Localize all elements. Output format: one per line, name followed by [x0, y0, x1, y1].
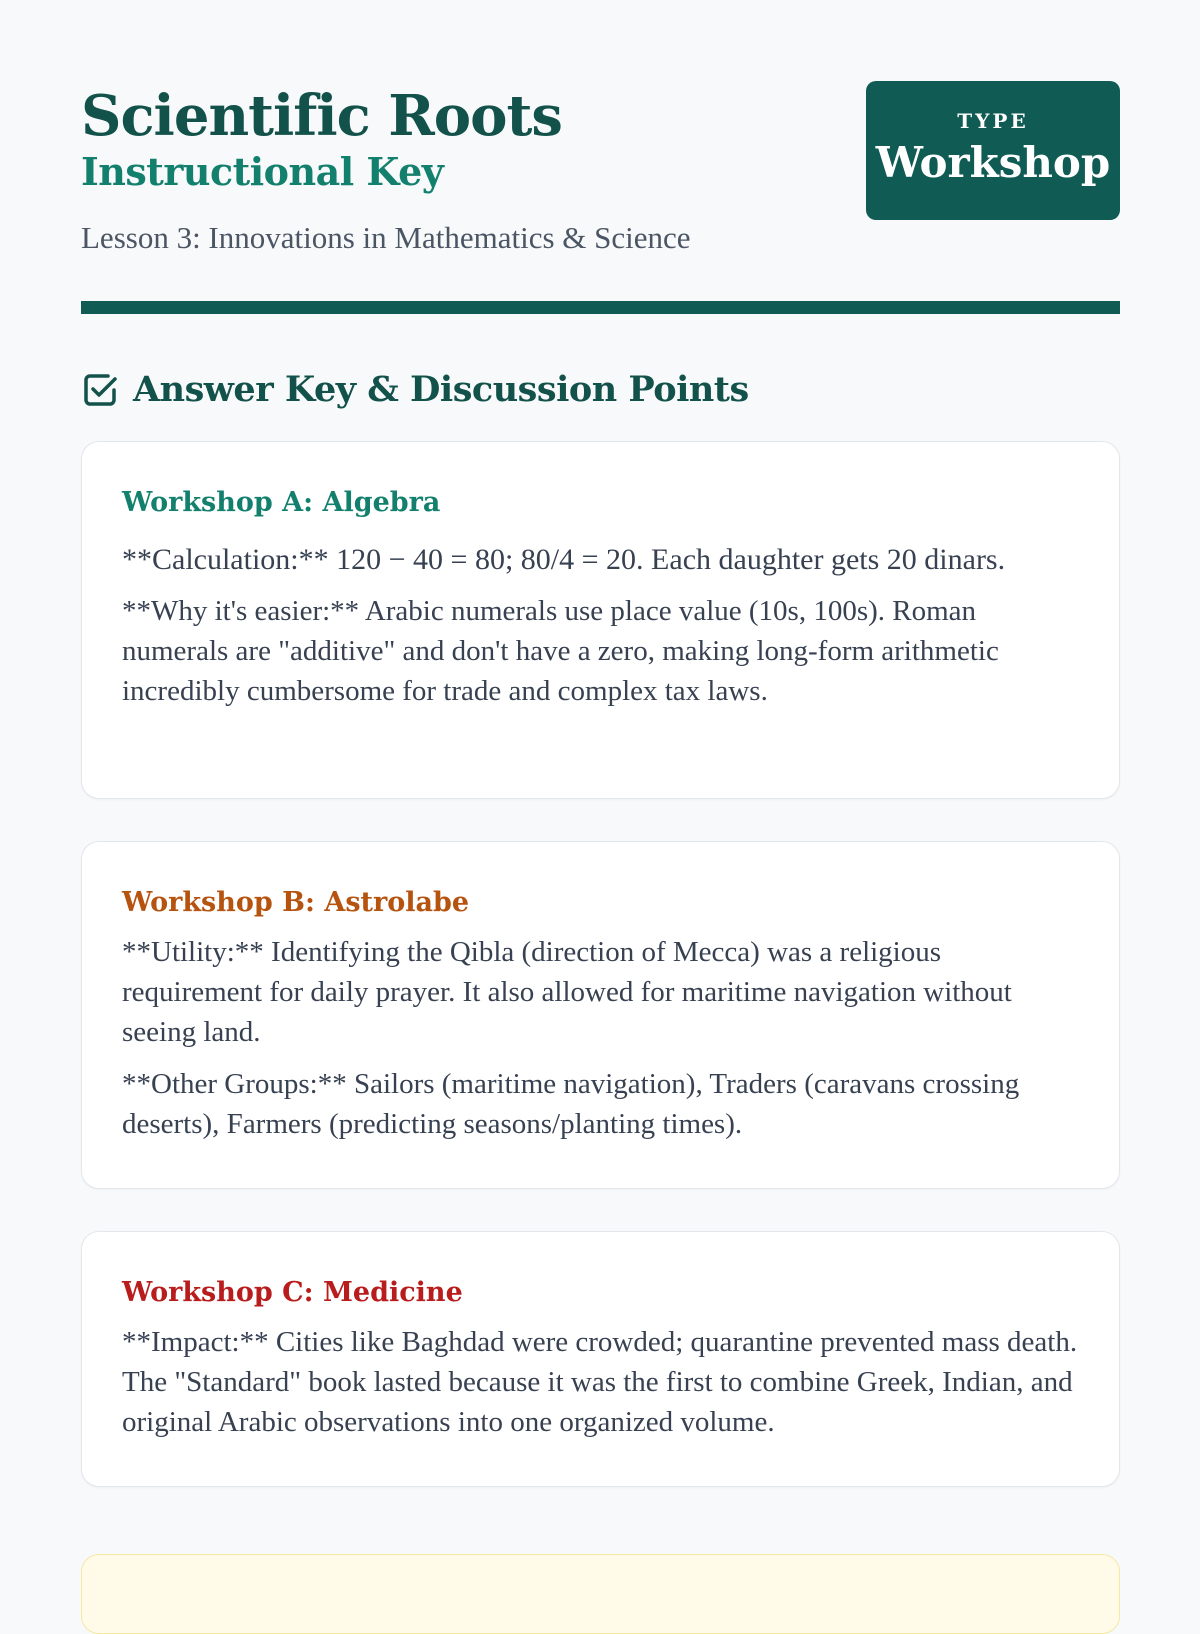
lesson-title: Lesson 3: Innovations in Mathematics & Science: [81, 220, 691, 255]
workshop-card-astrolabe: [81, 841, 1120, 1189]
card-title: Workshop A: Algebra: [122, 487, 441, 518]
page-subtitle: Instructional Key: [81, 149, 444, 194]
type-badge: [866, 81, 1120, 220]
note-box: [81, 1554, 1120, 1634]
page-header: [81, 0, 1120, 314]
card-title: Workshop B: Astrolabe: [122, 887, 470, 918]
card-paragraph: **Why it's easier:** Arabic numerals use place value (10s, 100s). Roman numerals are "additive" and don't have a zero, making long-form arithmetic incredibly cumbersome for trade and complex tax laws.: [122, 595, 999, 707]
workshop-card-algebra: [81, 441, 1120, 799]
card-paragraph: **Utility:** Identifying the Qibla (direction of Mecca) was a religious requirement for daily prayer. It also allowed for maritime navigation without seeing land.: [122, 936, 1012, 1048]
checkbox-check-icon: [81, 371, 119, 409]
header-divider: [81, 301, 1120, 314]
card-paragraph: **Calculation:** 120 − 40 = 80; 80/4 = 20. Each daughter gets 20 dinars.: [122, 543, 1006, 576]
answer-key-heading: [81, 368, 749, 412]
card-paragraph: **Impact:** Cities like Baghdad were crowded; quarantine prevented mass death. The "Standard" book lasted because it was the first to combine Greek, Indian, and original Arabic observations into one organized volume.: [122, 1326, 1078, 1438]
workshop-card-medicine: [81, 1231, 1120, 1487]
page-title: Scientific Roots: [81, 83, 562, 149]
card-paragraph: **Other Groups:** Sailors (maritime navigation), Traders (caravans crossing deserts), Farmers (predicting seasons/planting times).: [122, 1068, 1020, 1140]
type-badge-label: TYPE: [957, 109, 1029, 133]
instructional-key-page: [81, 0, 1120, 1438]
type-badge-value: Workshop: [875, 138, 1111, 187]
card-title: Workshop C: Medicine: [122, 1277, 463, 1308]
section-title: Answer Key & Discussion Points: [133, 369, 749, 410]
